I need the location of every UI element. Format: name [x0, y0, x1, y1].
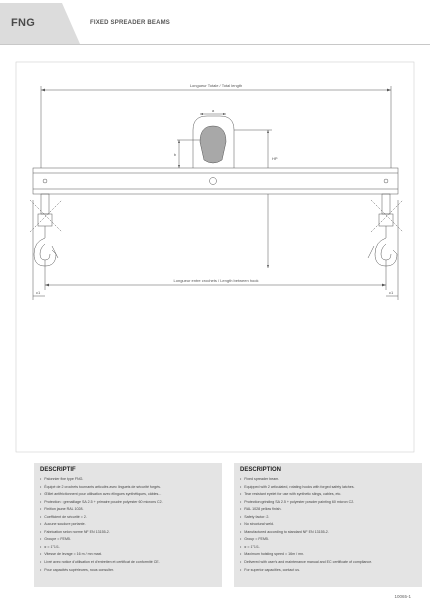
- dim-a-label: a: [211, 108, 215, 113]
- list-item: • Pour capacités supérieures, nous consulter.: [40, 567, 163, 575]
- list-item: • Groupe = FEM5.: [40, 536, 163, 544]
- list-item: • Manufactured according to standard NF EN 13155-2.: [240, 529, 372, 537]
- total-length-label: Longueur Totale / Total length: [189, 83, 243, 88]
- list-item: • Fabrication selon norme NF EN 13155-2.: [40, 529, 163, 537]
- list-item: • α = 1°1/1.: [40, 544, 163, 552]
- list-item: • Protection : grenaillage SA 2.5 + primaire poudre polyester 60 microns C2.: [40, 499, 163, 507]
- list-item: • Equipped with 2 articulated, rotating hooks with forged safety latches.: [240, 484, 372, 492]
- dim-b-label: b: [173, 152, 177, 157]
- list-item: • Coefficient de sécurité = 2.: [40, 514, 163, 522]
- description-panel: [234, 463, 422, 587]
- list-item: • Finition jaune RAL 1028.: [40, 506, 163, 514]
- list-item: • Safety factor: 2.: [240, 514, 372, 522]
- list-item: • Maximum hoisting speed = 16m / mn.: [240, 551, 372, 559]
- dim-c1-right-label: c1: [389, 290, 394, 295]
- list-item: • Œillet antifrictionnent pour utilisation avec élingues synthétiques, câbles...: [40, 491, 163, 499]
- list-item: • Palonnier fixe type FNG.: [40, 476, 163, 484]
- description-heading: DESCRIPTION: [240, 467, 282, 473]
- description-list: [240, 476, 372, 574]
- list-item: • Vitesse de levage = 16 m / mn maxi.: [40, 551, 163, 559]
- list-item: • Protection:grinding SA 2.5 + polyester powder painting 60 micron C2.: [240, 499, 372, 507]
- between-hooks-label: Longueur entre crochets / Length between hook: [173, 278, 259, 283]
- list-item: • Delivered with user's and maintenance manual and EC certificate of compliance.: [240, 559, 372, 567]
- spreader-beam: [33, 168, 398, 194]
- list-item: • For superior capacities, contact us.: [240, 567, 372, 575]
- descriptif-list: [40, 476, 163, 574]
- list-item: • RAL 1028 yellow finish.: [240, 506, 372, 514]
- page-number: 10065-1: [394, 594, 411, 599]
- list-item: • No structural weld.: [240, 521, 372, 529]
- list-item: • α = 1°1/1.: [240, 544, 372, 552]
- list-item: • Group = FEM5.: [240, 536, 372, 544]
- descriptif-heading: DESCRIPTIF: [40, 467, 76, 473]
- list-item: • Livré avec notice d'utilisation et d'entretien et certificat de conformité CE.: [40, 559, 163, 567]
- product-code: FNG: [11, 17, 36, 29]
- list-item: • Aucune soudure portante.: [40, 521, 163, 529]
- document-title: FIXED SPREADER BEAMS: [90, 20, 171, 26]
- list-item: • Tear resistant eyelet for use with synthetic slings, cables, etc.: [240, 491, 372, 499]
- descriptif-panel: [34, 463, 222, 587]
- lifting-eye-hole: [200, 126, 226, 163]
- list-item: • Équipé de 2 crochets tournants articulés avec linguets de sécurité forgés.: [40, 484, 163, 492]
- list-item: • Fixed spreader beam.: [240, 476, 372, 484]
- drawing-frame: [16, 62, 414, 452]
- dim-hp-label: HP: [272, 156, 278, 161]
- dim-c1-left-label: c1: [36, 290, 41, 295]
- left-hook: [30, 194, 62, 266]
